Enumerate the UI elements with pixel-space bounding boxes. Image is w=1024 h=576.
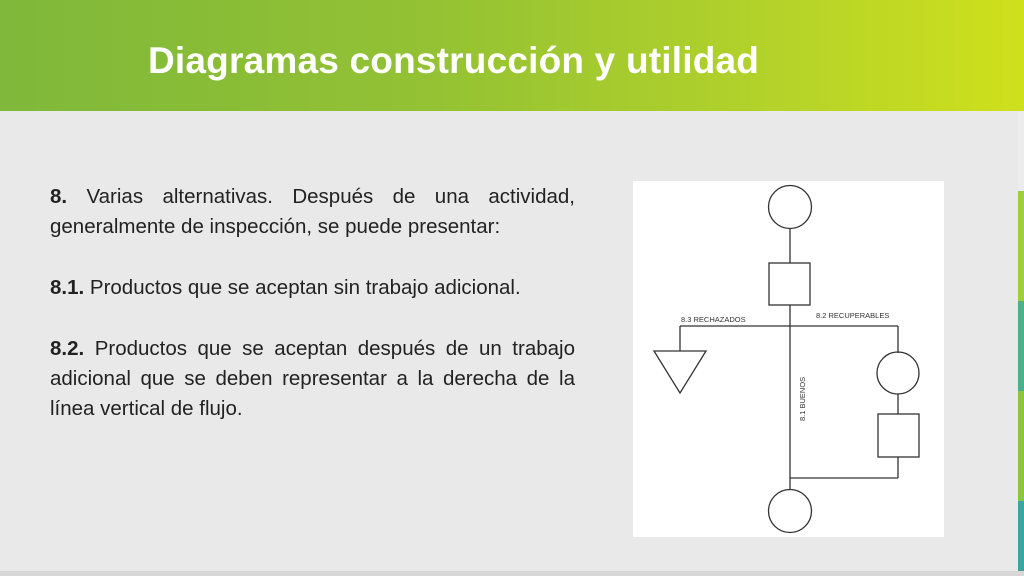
header-bar [0, 0, 1024, 111]
flow-diagram [633, 181, 944, 537]
right-accent-bars [1018, 111, 1024, 576]
storage-triangle [654, 351, 706, 393]
operation-circle-right [877, 352, 919, 394]
inspection-square [769, 263, 810, 305]
page-title: Diagramas construcción y utilidad [148, 40, 760, 81]
paragraph-8 [50, 182, 575, 242]
paragraph-8-2-text: Productos que se aceptan después de un trabajo adicional que se deben representar a la derecha de la línea vertical de flujo. [50, 337, 575, 420]
paragraph-8-1-text: Productos que se aceptan sin trabajo adicional. [84, 276, 521, 299]
paragraph-8-number: 8. [50, 185, 68, 208]
inspection-square-right [878, 414, 919, 457]
paragraph-8-2-number: 8.2. [50, 337, 85, 360]
paragraph-8-1-number: 8.1. [50, 276, 85, 299]
body-text [50, 182, 575, 455]
operation-circle-bottom [769, 490, 812, 533]
operation-circle-top [769, 186, 812, 229]
paragraph-8-2 [50, 334, 575, 424]
label-buenos: 8.1 BUENOS [798, 376, 807, 421]
paragraph-8-1 [50, 273, 575, 303]
label-recuperables: 8.2 RECUPERABLES [816, 311, 890, 320]
label-rechazados: 8.3 RECHAZADOS [681, 315, 746, 324]
flow-diagram-svg [633, 181, 944, 537]
paragraph-8-text: Varias alternativas. Después de una actividad, generalmente de inspección, se puede presentar: [50, 185, 575, 238]
bottom-divider [0, 571, 1024, 576]
